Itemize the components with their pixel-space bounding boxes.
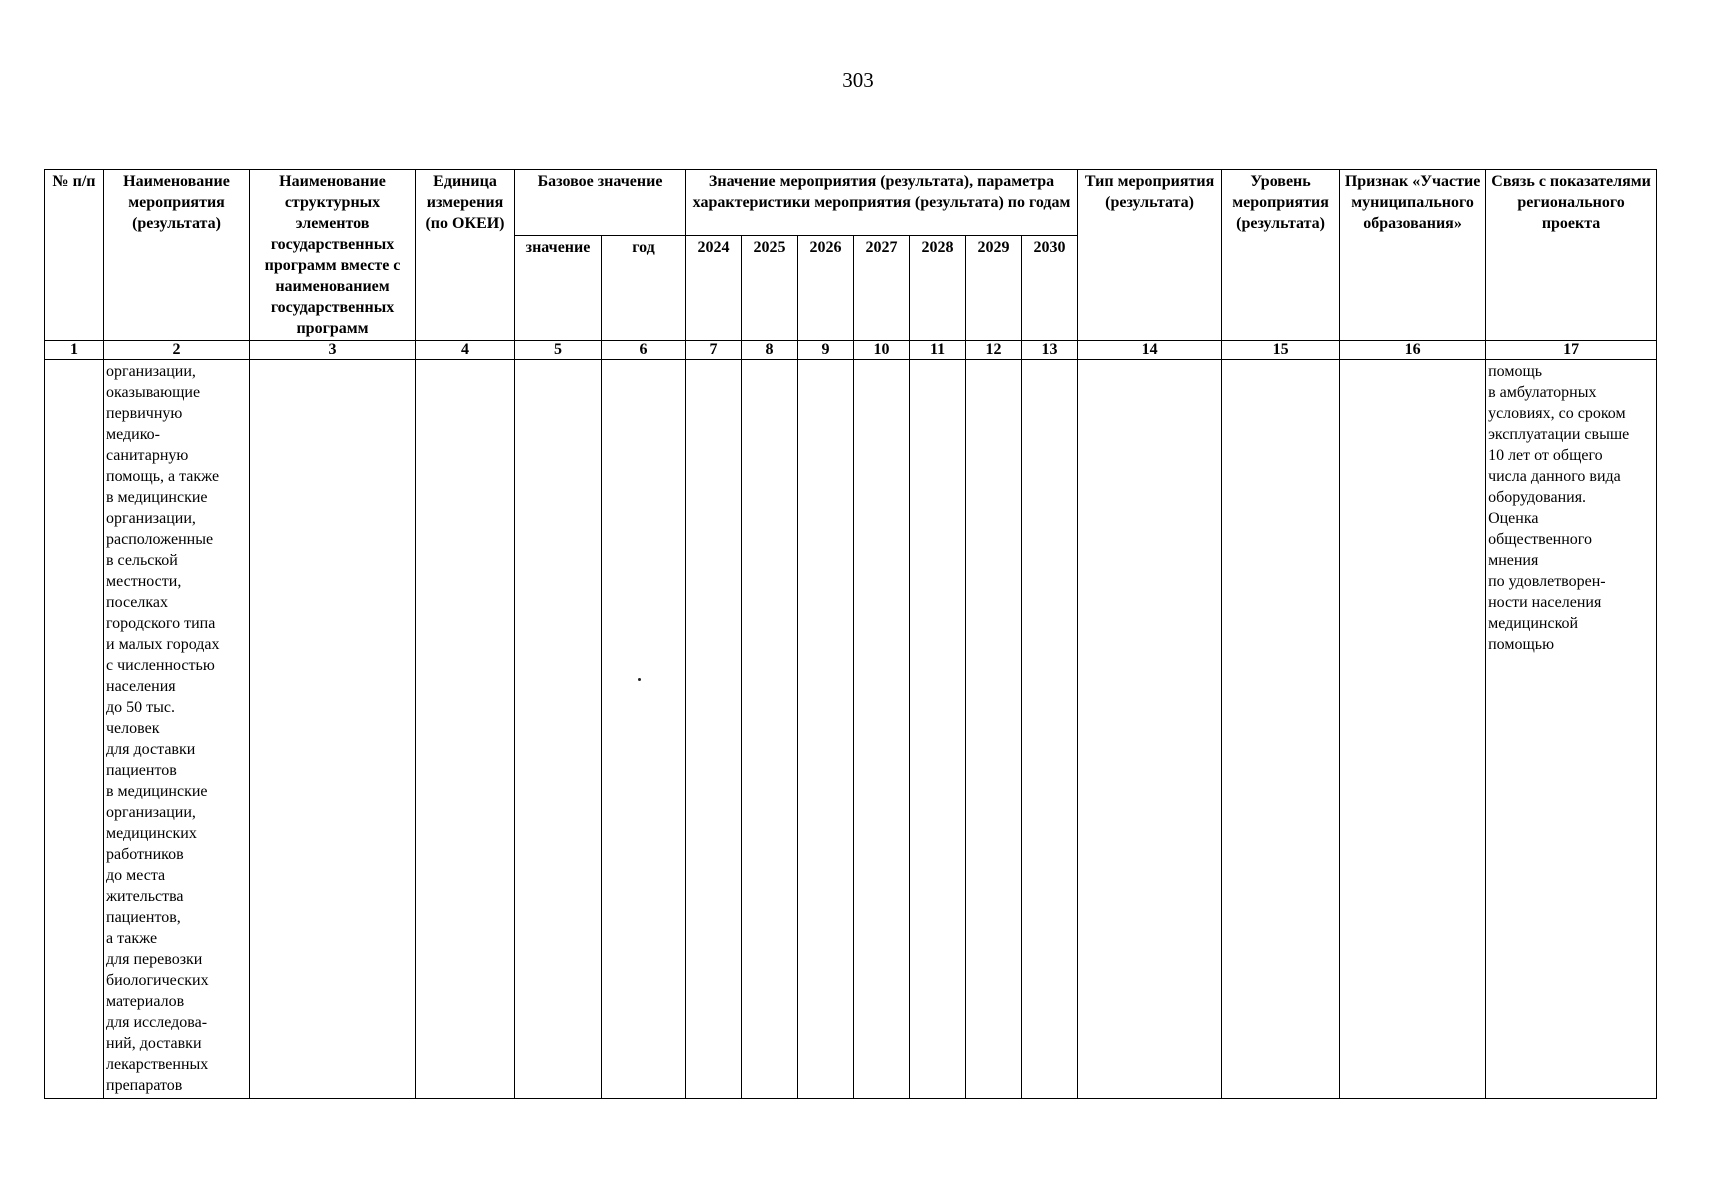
header-regional-link: Связь с показателями регионального проекта	[1486, 170, 1657, 341]
column-number: 14	[1078, 341, 1222, 360]
cell-year-2028	[910, 360, 966, 1099]
column-number: 1	[45, 341, 104, 360]
header-year-2024: 2024	[686, 236, 742, 341]
cell-base-year	[602, 360, 686, 1099]
cell-year-2030	[1022, 360, 1078, 1099]
cell-activity-level	[1222, 360, 1340, 1099]
column-number: 10	[854, 341, 910, 360]
cell-activity-type	[1078, 360, 1222, 1099]
header-activity-type: Тип мероприятия (результата)	[1078, 170, 1222, 341]
header-row-1	[45, 170, 1657, 236]
column-numbers-row	[45, 341, 1657, 360]
cell-number	[45, 360, 104, 1099]
header-values-by-year: Значение мероприятия (результата), параметра характеристики мероприятия (результата) по годам	[686, 170, 1078, 236]
table-row	[45, 360, 1657, 1099]
cell-year-2024	[686, 360, 742, 1099]
header-year-2028: 2028	[910, 236, 966, 341]
column-number: 2	[104, 341, 250, 360]
header-municipal-participation: Признак «Участие муниципального образования»	[1340, 170, 1486, 341]
cell-unit	[416, 360, 515, 1099]
column-number: 7	[686, 341, 742, 360]
header-number: № п/п	[45, 170, 104, 341]
header-unit: Единица измерения (по ОКЕИ)	[416, 170, 515, 341]
cell-base-value	[515, 360, 602, 1099]
column-number: 15	[1222, 341, 1340, 360]
column-number: 3	[250, 341, 416, 360]
column-number: 16	[1340, 341, 1486, 360]
column-number: 4	[416, 341, 515, 360]
header-base-value: Базовое значение	[515, 170, 686, 236]
header-year-2025: 2025	[742, 236, 798, 341]
activities-table	[44, 169, 1657, 1099]
header-activity-name: Наименование мероприятия (результата)	[104, 170, 250, 341]
header-structural-elements: Наименование структурных элементов государственных программ вместе с наименованием государственных программ	[250, 170, 416, 341]
cell-regional-link: помощь в амбулаторных условиях, со сроком эксплуатации свыше 10 лет от общего числа данного вида оборудования. Оценка общественного мнения по удовлетворен- ности населения медицинской помощью	[1486, 360, 1657, 1099]
cell-year-2029	[966, 360, 1022, 1099]
column-number: 12	[966, 341, 1022, 360]
page-number: 303	[842, 68, 874, 92]
column-number: 11	[910, 341, 966, 360]
cell-structural-elements	[250, 360, 416, 1099]
column-number: 17	[1486, 341, 1657, 360]
header-year-2027: 2027	[854, 236, 910, 341]
column-number: 13	[1022, 341, 1078, 360]
column-number: 6	[602, 341, 686, 360]
header-base-value-year: год	[602, 236, 686, 341]
column-number: 8	[742, 341, 798, 360]
cell-municipal-participation	[1340, 360, 1486, 1099]
cell-year-2025	[742, 360, 798, 1099]
cell-activity-name: организации, оказывающие первичную медико- санитарную помощь, а также в медицинские организации, расположенные в сельской местности, поселках городского типа и малых городах с численностью населения до 50 тыс. человек для доставки пациентов в медицинские организации, медицинских работников до места жительства пациентов, а также для перевозки биологических материалов для исследова- ний, доставки лекарственных препаратов	[104, 360, 250, 1099]
scan-speck	[638, 678, 641, 681]
header-year-2029: 2029	[966, 236, 1022, 341]
cell-year-2027	[854, 360, 910, 1099]
column-number: 9	[798, 341, 854, 360]
header-year-2030: 2030	[1022, 236, 1078, 341]
header-activity-level: Уровень мероприятия (результата)	[1222, 170, 1340, 341]
cell-year-2026	[798, 360, 854, 1099]
header-year-2026: 2026	[798, 236, 854, 341]
header-base-value-value: значение	[515, 236, 602, 341]
column-number: 5	[515, 341, 602, 360]
